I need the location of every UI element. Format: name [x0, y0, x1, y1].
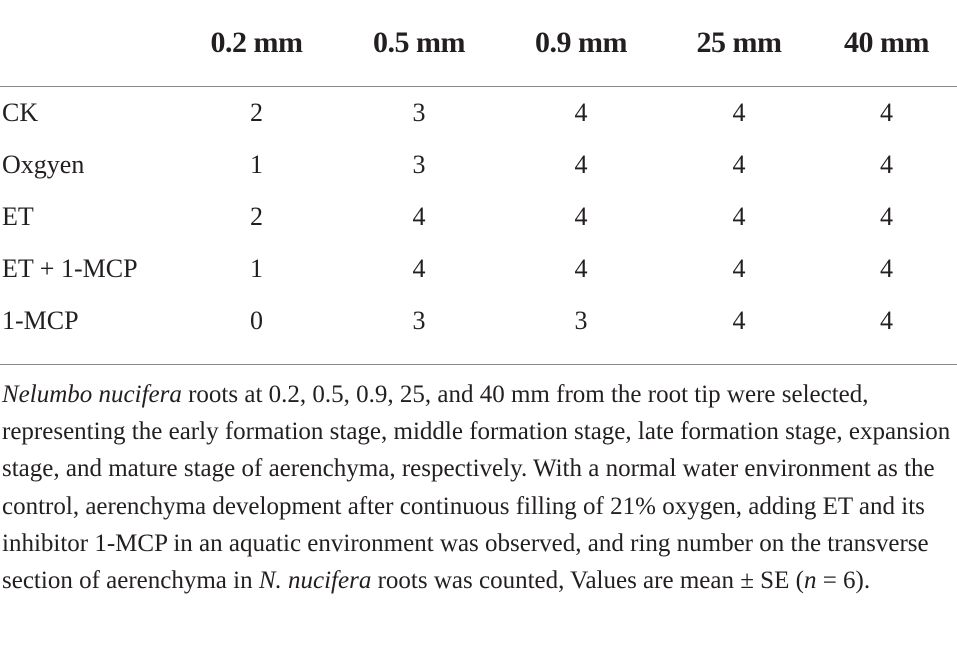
header-cell-blank: [0, 0, 175, 87]
table-cell: 4: [732, 98, 746, 127]
table-cell: 4: [412, 254, 426, 283]
table-cell: 4: [574, 150, 588, 179]
table-cell: 0: [250, 306, 263, 335]
caption-species: Nelumbo nucifera: [2, 381, 182, 408]
table-cell: 4: [880, 98, 893, 127]
table-cell: 1: [250, 254, 263, 283]
table-row-et-1-mcp: [0, 243, 957, 295]
table-cell: 4: [732, 202, 746, 231]
table-cell: 4: [880, 150, 893, 179]
table-cell: 4: [880, 306, 893, 335]
row-label: Oxgyen: [2, 150, 85, 179]
caption-text-1: roots at 0.2, 0.5, 0.9, 25, and 40 mm from the root tip were selected, representing the early formation stage, middle formation stage, late formation stage, expansion stage, and mature stage of aerenchyma, respectively. With a normal water environment as the control, aerenchyma development after continuous filling of 21% oxygen, adding ET and its inhibitor 1-MCP in an aquatic environment was observed, and ring number on the transverse section of aerenchyma in: [2, 381, 951, 595]
table-cell: 3: [412, 98, 426, 127]
table-cell: 2: [250, 202, 263, 231]
header-row: [0, 0, 957, 87]
table-row-1-mcp: [0, 295, 957, 347]
table-cell: 4: [574, 202, 588, 231]
table-cell: 3: [574, 306, 588, 335]
table-cell: 4: [574, 254, 588, 283]
caption-text-2: roots was counted, Values are mean ± SE (: [371, 567, 804, 595]
row-label: CK: [2, 98, 39, 127]
table-cell: 4: [880, 254, 893, 283]
table-cell: 3: [412, 150, 426, 179]
table-cell: 2: [250, 98, 263, 127]
header-cell-0-9mm: 0.9 mm: [500, 0, 662, 87]
caption-text-3: = 6).: [816, 567, 871, 595]
table-row-et: [0, 191, 957, 243]
row-label: ET: [2, 202, 34, 231]
header-cell-25mm: 25 mm: [662, 0, 816, 87]
table-cell: 4: [732, 150, 746, 179]
caption-species-abbrev: N. nucifera: [258, 567, 372, 595]
row-label: ET + 1-MCP: [2, 254, 138, 283]
header-cell-40mm: 40 mm: [816, 0, 957, 87]
caption-n: n: [803, 567, 817, 595]
row-label: 1-MCP: [2, 306, 79, 335]
header-cell-0-5mm: 0.5 mm: [338, 0, 500, 87]
table-row-oxygen: [0, 139, 957, 191]
table-cell: 4: [574, 98, 588, 127]
table-cell: 4: [880, 202, 893, 231]
table-cell: 3: [412, 306, 426, 335]
table-cell: 4: [412, 202, 426, 231]
table-footnote: [2, 376, 952, 599]
table-cell: 4: [732, 306, 746, 335]
header-cell-0-2mm: 0.2 mm: [175, 0, 338, 87]
table-row-ck: [0, 87, 957, 140]
table-cell: 4: [732, 254, 746, 283]
table-bottom-rule: [0, 364, 957, 365]
table-cell: 1: [250, 150, 263, 179]
